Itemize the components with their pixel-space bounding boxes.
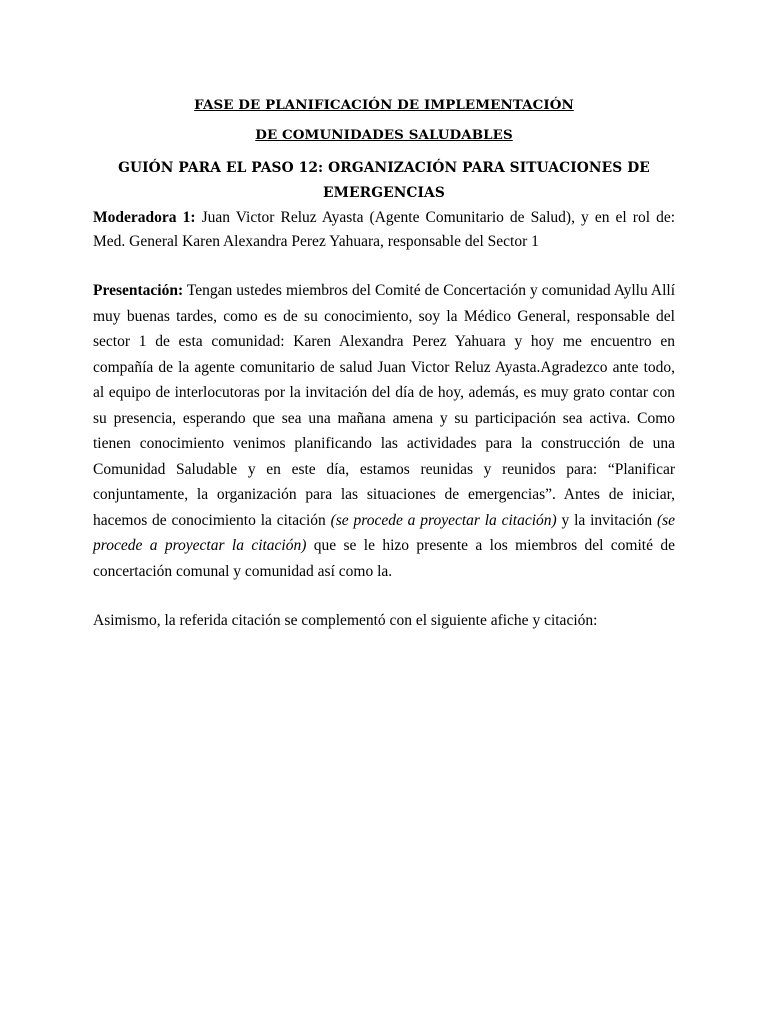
presentation-text-3: que se le hizo presente a los miembros del comité de concertación comunal y comunidad así como la. xyxy=(93,537,675,580)
moderator-paragraph xyxy=(93,206,675,254)
document-subtitle: GUIÓN PARA EL PASO 12: ORGANIZACIÓN PARA SITUACIONES DE EMERGENCIAS xyxy=(118,160,650,201)
document-page xyxy=(93,96,675,633)
presentation-italic-1: (se procede a proyectar la citación) xyxy=(330,511,557,529)
presentation-text-1: Tengan ustedes miembros del Comité de Concertación y comunidad Ayllu Allí muy buenas tardes, como es de su conocimiento, soy la Médico General, responsable del sector 1 de esta comunidad: Karen Alexandra Perez Yahuara y hoy me encuentro en compañía de la agente comunitario de salud Juan Victor Reluz Ayasta.Agradezco ante todo, al equipo de interlocutoras por la invitación del día de hoy, además, es muy grato contar con su presencia, esperando que sea una mañana amena y su participación sea activa. Como tienen conocimiento venimos planificando las actividades para la construcción de una Comunidad Saludable y en este día, estamos reunidas y reunidos para: “Planificar conjuntamente, la organización para las situaciones de emergencias”. Antes de iniciar, hacemos de conocimiento la citación xyxy=(93,282,675,529)
moderator-text: Juan Victor Reluz Ayasta (Agente Comunitario de Salud), y en el rol de: Med. General Karen Alexandra Perez Yahuara, responsable del Sector 1 xyxy=(93,209,676,250)
presentation-text-2: y la invitación xyxy=(556,511,657,529)
moderator-label: Moderadora 1: xyxy=(93,209,196,226)
document-title-line-2: DE COMUNIDADES SALUDABLES xyxy=(255,127,513,143)
presentation-label: Presentación: xyxy=(93,282,184,299)
presentation-paragraph xyxy=(93,278,675,584)
presentation-italic-2: (se procede a proyectar la citación) xyxy=(93,511,676,554)
document-title-line-1: FASE DE PLANIFICACIÓN DE IMPLEMENTACIÓN xyxy=(194,97,574,113)
closing-paragraph: Asimismo, la referida citación se complementó con el siguiente afiche y citación: xyxy=(93,612,598,629)
